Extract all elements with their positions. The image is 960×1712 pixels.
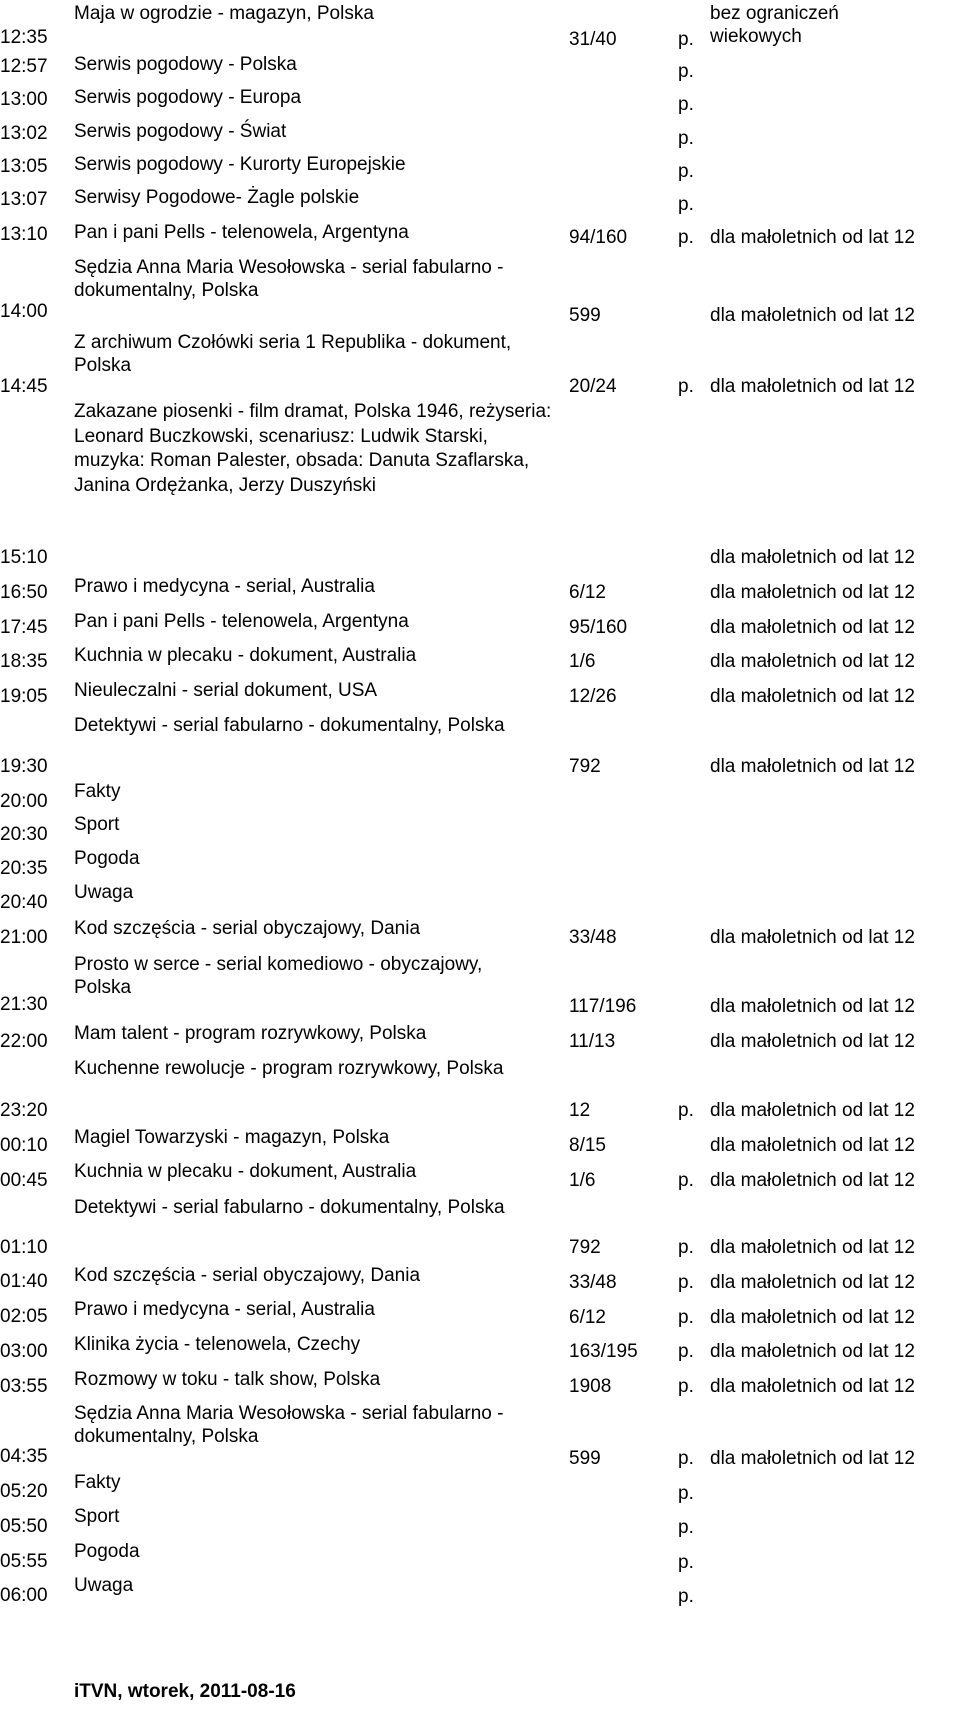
program-title: Pogoda (74, 848, 140, 869)
p-marker: p. (678, 1483, 694, 1504)
p-marker: p. (678, 1517, 694, 1538)
rating: dla małoletnich od lat 12 (710, 617, 915, 638)
program-title: Detektywi - serial fabularno - dokumentalny, Polska (74, 715, 505, 736)
program-title: Sport (74, 1506, 120, 1527)
program-title: Z archiwum Czołówki seria 1 Republika - dokument, Polska (74, 332, 512, 376)
p-marker: p. (678, 161, 694, 182)
time: 18:35 (0, 651, 48, 672)
time: 20:40 (0, 892, 48, 913)
rating: dla małoletnich od lat 12 (710, 1237, 915, 1258)
time: 12:35 (0, 27, 48, 48)
time: 22:00 (0, 1031, 48, 1052)
time: 20:35 (0, 858, 48, 879)
p-marker: p. (678, 29, 694, 50)
time: 04:35 (0, 1446, 48, 1467)
program-title: Mam talent - program rozrywkowy, Polska (74, 1023, 427, 1044)
time: 15:10 (0, 547, 48, 568)
program-title: Nieuleczalni - serial dokument, USA (74, 680, 378, 701)
p-marker: p. (678, 1552, 694, 1573)
p-marker: p. (678, 1586, 694, 1607)
program-title: Fakty (74, 1472, 121, 1493)
rating: dla małoletnich od lat 12 (710, 1307, 915, 1328)
program-title: Kuchnia w plecaku - dokument, Australia (74, 645, 417, 666)
program-title: Prawo i medycyna - serial, Australia (74, 1299, 375, 1320)
time: 23:20 (0, 1100, 48, 1121)
time: 13:10 (0, 224, 48, 245)
time: 19:05 (0, 686, 48, 707)
time: 00:10 (0, 1135, 48, 1156)
program-title: Fakty (74, 781, 121, 802)
time: 19:30 (0, 756, 48, 777)
p-marker: p. (678, 1272, 694, 1293)
episode: 1908 (569, 1376, 612, 1397)
episode: 117/196 (569, 996, 637, 1017)
episode: 6/12 (569, 582, 606, 603)
rating: dla małoletnich od lat 12 (710, 582, 915, 603)
rating: dla małoletnich od lat 12 (710, 651, 915, 672)
program-title: Uwaga (74, 882, 134, 903)
program-title: Sędzia Anna Maria Wesołowska - serial fabularno - dokumentalny, Polska (74, 1403, 504, 1447)
rating: dla małoletnich od lat 12 (710, 1135, 915, 1156)
time: 14:00 (0, 301, 48, 322)
p-marker: p. (678, 194, 694, 215)
rating: bez ograniczeń wiekowych (710, 3, 839, 47)
time: 05:20 (0, 1481, 48, 1502)
program-title: Kod szczęścia - serial obyczajowy, Dania (74, 918, 421, 939)
rating: dla małoletnich od lat 12 (710, 227, 915, 248)
episode: 792 (569, 756, 601, 777)
time: 16:50 (0, 582, 48, 603)
rating: dla małoletnich od lat 12 (710, 1341, 915, 1362)
episode: 11/13 (569, 1031, 616, 1052)
time: 01:40 (0, 1271, 48, 1292)
episode: 1/6 (569, 1170, 596, 1191)
program-title: Uwaga (74, 1575, 134, 1596)
program-title: Kuchnia w plecaku - dokument, Australia (74, 1161, 417, 1182)
episode: 33/48 (569, 927, 617, 948)
time: 17:45 (0, 617, 48, 638)
rating: dla małoletnich od lat 12 (710, 1170, 915, 1191)
program-title: Maja w ogrodzie - magazyn, Polska (74, 3, 374, 24)
time: 13:05 (0, 156, 48, 177)
rating: dla małoletnich od lat 12 (710, 686, 915, 707)
program-title: Serwis pogodowy - Kurorty Europejskie (74, 154, 406, 175)
time: 13:00 (0, 89, 48, 110)
program-title: Magiel Towarzyski - magazyn, Polska (74, 1127, 390, 1148)
episode: 12/26 (569, 686, 617, 707)
program-title: Pogoda (74, 1541, 140, 1562)
program-title: Serwis pogodowy - Świat (74, 121, 287, 142)
p-marker: p. (678, 1448, 694, 1469)
rating: dla małoletnich od lat 12 (710, 1272, 915, 1293)
episode: 163/195 (569, 1341, 638, 1362)
episode: 6/12 (569, 1307, 606, 1328)
p-marker: p. (678, 1376, 694, 1397)
episode: 599 (569, 305, 601, 326)
rating: dla małoletnich od lat 12 (710, 1031, 915, 1052)
rating: dla małoletnich od lat 12 (710, 996, 915, 1017)
program-title: Pan i pani Pells - telenowela, Argentyna (74, 222, 409, 243)
rating: dla małoletnich od lat 12 (710, 305, 915, 326)
p-marker: p. (678, 1100, 694, 1121)
time: 13:07 (0, 189, 48, 210)
program-title: Prawo i medycyna - serial, Australia (74, 576, 375, 597)
time: 13:02 (0, 123, 48, 144)
p-marker: p. (678, 1307, 694, 1328)
time: 05:50 (0, 1516, 48, 1537)
program-title: Klinika życia - telenowela, Czechy (74, 1334, 361, 1355)
time: 21:00 (0, 927, 48, 948)
p-marker: p. (678, 61, 694, 82)
time: 12:57 (0, 56, 48, 77)
time: 14:45 (0, 376, 48, 397)
program-title: Serwis pogodowy - Polska (74, 54, 297, 75)
program-title: Kod szczęścia - serial obyczajowy, Dania (74, 1265, 421, 1286)
program-title: Serwis pogodowy - Europa (74, 87, 302, 108)
episode: 95/160 (569, 617, 628, 638)
rating: dla małoletnich od lat 12 (710, 1448, 915, 1469)
p-marker: p. (678, 1237, 694, 1258)
program-title: Prosto w serce - serial komediowo - obyczajowy, Polska (74, 954, 483, 998)
episode: 31/40 (569, 29, 617, 50)
time: 06:00 (0, 1585, 48, 1606)
rating: dla małoletnich od lat 12 (710, 376, 915, 397)
time: 20:30 (0, 824, 48, 845)
p-marker: p. (678, 1341, 694, 1362)
episode: 8/15 (569, 1135, 606, 1156)
time: 02:05 (0, 1306, 48, 1327)
program-title: Sędzia Anna Maria Wesołowska - serial fabularno - dokumentalny, Polska (74, 257, 504, 301)
episode: 33/48 (569, 1272, 617, 1293)
p-marker: p. (678, 94, 694, 115)
p-marker: p. (678, 1170, 694, 1191)
episode: 599 (569, 1448, 601, 1469)
time: 03:55 (0, 1376, 48, 1397)
program-title: Pan i pani Pells - telenowela, Argentyna (74, 611, 409, 632)
rating: dla małoletnich od lat 12 (710, 1376, 915, 1397)
episode: 94/160 (569, 227, 628, 248)
footer-channel-date: iTVN, wtorek, 2011-08-16 (74, 1681, 296, 1702)
episode: 12 (569, 1100, 591, 1121)
time: 21:30 (0, 994, 48, 1015)
rating: dla małoletnich od lat 12 (710, 756, 915, 777)
episode: 20/24 (569, 376, 617, 397)
episode: 792 (569, 1237, 601, 1258)
time: 05:55 (0, 1551, 48, 1572)
time: 03:00 (0, 1341, 48, 1362)
program-title: Detektywi - serial fabularno - dokumentalny, Polska (74, 1197, 505, 1218)
rating: dla małoletnich od lat 12 (710, 1100, 915, 1121)
p-marker: p. (678, 376, 694, 397)
rating: dla małoletnich od lat 12 (710, 547, 915, 568)
rating: dla małoletnich od lat 12 (710, 927, 915, 948)
program-title: Zakazane piosenki - film dramat, Polska 1946, reżyseria: Leonard Buczkowski, scenariusz: Ludwik Starski, muzyka: Roman Palester, obsada: Danuta Szaflarska, Janina Ordężanka, Jerzy Duszyński (74, 401, 552, 496)
program-title: Sport (74, 814, 120, 835)
p-marker: p. (678, 128, 694, 149)
program-title: Kuchenne rewolucje - program rozrywkowy, Polska (74, 1058, 504, 1079)
p-marker: p. (678, 227, 694, 248)
program-title: Rozmowy w toku - talk show, Polska (74, 1369, 381, 1390)
episode: 1/6 (569, 651, 596, 672)
time: 00:45 (0, 1170, 48, 1191)
time: 01:10 (0, 1237, 48, 1258)
time: 20:00 (0, 791, 48, 812)
program-title: Serwisy Pogodowe- Żagle polskie (74, 187, 360, 208)
